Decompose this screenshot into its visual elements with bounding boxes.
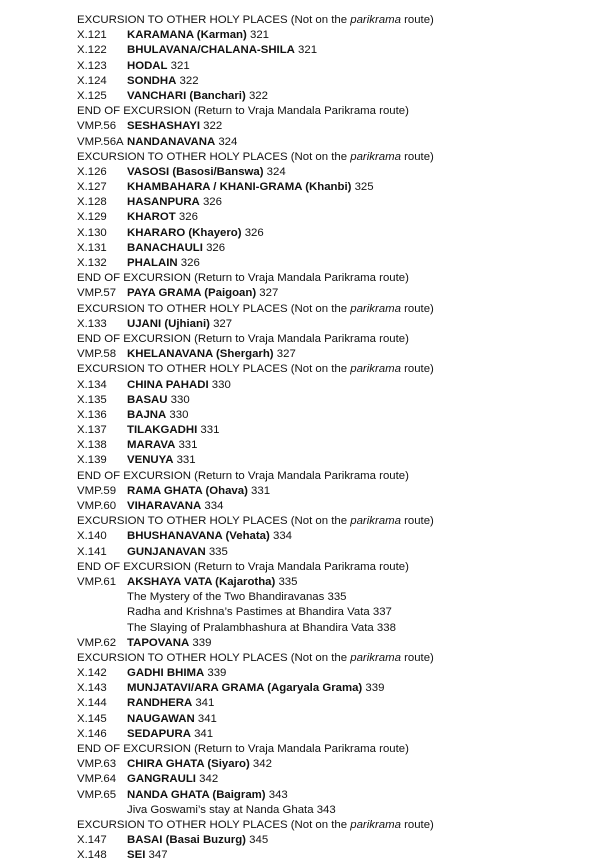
heading-post: route) xyxy=(400,818,434,831)
entry-code: VMP.56A xyxy=(77,135,124,148)
heading-text xyxy=(77,560,409,575)
toc-entry xyxy=(77,529,597,544)
heading-text xyxy=(77,469,409,484)
section-heading xyxy=(77,13,597,28)
toc-entry xyxy=(77,210,597,225)
entry-code: X.126 xyxy=(77,165,107,178)
heading-italic: parikrama xyxy=(350,14,401,26)
entry-page: 331 xyxy=(247,484,271,497)
entry-page: 345 xyxy=(245,834,269,847)
toc-entry xyxy=(77,180,597,195)
heading-pre: END OF EXCURSION (Return to Vraja Mandala Parikrama route) xyxy=(77,272,409,285)
toc-entry xyxy=(77,636,597,651)
entry-name: TILAKGADHI xyxy=(127,424,198,437)
entry-page: 347 xyxy=(145,849,168,862)
entry-page: 339 xyxy=(189,636,212,649)
entry-name: BASAU xyxy=(127,393,168,406)
entry-page: 330 xyxy=(166,408,189,421)
heading-pre: EXCURSION TO OTHER HOLY PLACES (Not on the xyxy=(77,14,351,26)
toc-entry xyxy=(77,772,597,787)
heading-text xyxy=(77,104,409,119)
entry-page: 322 xyxy=(200,120,223,133)
entry-name: AKSHAYA VATA (Kajarotha) xyxy=(127,575,276,588)
entry-name: UJANI (Ujhiani) xyxy=(127,317,210,330)
entry-text xyxy=(127,788,288,803)
section-heading xyxy=(77,742,597,757)
entry-page: 322 xyxy=(245,89,268,102)
entry-name: CHINA PAHADI xyxy=(127,378,209,391)
entry-text xyxy=(127,545,228,560)
heading-pre: END OF EXCURSION (Return to Vraja Mandala Parikrama route) xyxy=(77,743,409,755)
entry-text xyxy=(127,286,278,301)
entry-name: GANGRAULI xyxy=(127,773,196,786)
entry-text xyxy=(127,696,214,711)
entry-text xyxy=(127,241,225,256)
entry-page: 326 xyxy=(177,257,200,269)
heading-text xyxy=(77,362,434,377)
entry-page: 342 xyxy=(249,758,272,771)
heading-text xyxy=(77,302,434,317)
heading-pre: EXCURSION TO OTHER HOLY PLACES (Not on the xyxy=(77,818,351,831)
heading-post: route) xyxy=(400,651,434,664)
entry-page: 327 xyxy=(256,287,279,300)
entry-text xyxy=(127,165,286,180)
entry-text xyxy=(127,453,196,468)
entry-name: BAJNA xyxy=(127,408,167,421)
toc-entry xyxy=(77,195,597,210)
entry-text xyxy=(127,393,190,408)
entry-code: VMP.58 xyxy=(77,348,117,361)
entry-name: GUNJANAVAN xyxy=(127,545,206,558)
heading-italic: parikrama xyxy=(350,302,401,315)
entry-text xyxy=(127,712,217,727)
entry-code: VMP.63 xyxy=(77,758,117,771)
entry-name: KHELANAVANA (Shergarh) xyxy=(127,348,274,361)
entry-code: X.137 xyxy=(77,424,107,437)
heading-text xyxy=(77,818,434,833)
entry-page: 326 xyxy=(202,241,226,254)
entry-text xyxy=(127,681,384,696)
toc-entry xyxy=(77,545,597,560)
toc-entry xyxy=(77,165,597,180)
heading-pre: END OF EXCURSION (Return to Vraja Mandala Parikrama route) xyxy=(77,560,409,573)
section-heading xyxy=(77,332,597,347)
entry-page: 327 xyxy=(209,317,233,330)
entry-name: BHUSHANAVANA (Vehata) xyxy=(127,530,270,543)
toc-entry xyxy=(77,788,597,803)
entry-name: RANDHERA xyxy=(127,697,193,710)
entry-page: 330 xyxy=(208,378,231,391)
entry-page: 331 xyxy=(197,424,220,437)
entry-name: BHULAVANA/CHALANA-SHILA xyxy=(127,44,295,57)
entry-name: NAUGAWAN xyxy=(127,712,195,725)
section-heading xyxy=(77,469,597,484)
entry-text xyxy=(127,43,317,58)
entry-name: HASANPURA xyxy=(127,196,200,209)
entry-code: VMP.56 xyxy=(77,120,117,133)
entry-text xyxy=(127,484,270,499)
entry-name: KHAROT xyxy=(127,211,176,224)
heading-pre: EXCURSION TO OTHER HOLY PLACES (Not on the xyxy=(77,651,351,664)
toc-entry xyxy=(77,226,597,241)
entry-name: CHIRA GHATA (Siyaro) xyxy=(127,758,250,771)
heading-post: route) xyxy=(400,515,434,528)
entry-code: VMP.62 xyxy=(77,636,117,649)
toc-entry xyxy=(77,393,597,408)
toc-entry xyxy=(77,89,597,104)
entry-name: VASOSI (Basosi/Banswa) xyxy=(127,165,264,178)
heading-text xyxy=(77,742,409,757)
entry-text xyxy=(127,423,219,438)
entry-page: 341 xyxy=(192,697,215,710)
entry-code: X.130 xyxy=(77,226,107,239)
heading-text xyxy=(77,514,434,529)
heading-post: route) xyxy=(400,14,434,26)
entry-page: 326 xyxy=(199,196,222,209)
entry-text xyxy=(127,848,168,863)
entry-code: VMP.60 xyxy=(77,500,117,512)
heading-text xyxy=(77,651,434,666)
toc-entry xyxy=(77,833,597,848)
toc-entry xyxy=(77,666,597,681)
entry-name: MARAVA xyxy=(127,439,176,452)
entry-code: X.136 xyxy=(77,408,107,421)
entry-code: X.132 xyxy=(77,257,107,269)
toc-entry xyxy=(77,43,597,58)
entry-name: VIHARAVANA xyxy=(127,500,202,512)
entry-code: X.131 xyxy=(77,241,107,254)
entry-code: X.125 xyxy=(77,89,107,102)
entry-text xyxy=(127,210,198,225)
toc-entry xyxy=(77,438,597,453)
toc-entry xyxy=(77,408,597,423)
toc-entry xyxy=(77,453,597,468)
entry-text xyxy=(127,74,199,89)
section-heading xyxy=(77,150,597,165)
toc-entry xyxy=(77,119,597,134)
entry-page: 321 xyxy=(294,44,318,57)
entry-page: 325 xyxy=(351,181,374,194)
entry-page: 341 xyxy=(194,712,217,725)
entry-name: KHARARO (Khayero) xyxy=(127,226,242,239)
entry-page: 324 xyxy=(215,135,238,148)
entry-page: 326 xyxy=(175,211,198,224)
toc-entry xyxy=(77,28,597,43)
entry-code: X.140 xyxy=(77,530,107,543)
entry-text xyxy=(127,666,226,681)
entry-code: VMP.64 xyxy=(77,773,117,786)
heading-pre: EXCURSION TO OTHER HOLY PLACES (Not on the xyxy=(77,363,351,376)
entry-page: 321 xyxy=(167,59,190,72)
toc-entry xyxy=(77,347,597,362)
heading-italic: parikrama xyxy=(350,651,401,664)
entry-code: X.135 xyxy=(77,393,107,406)
toc-entry xyxy=(77,712,597,727)
toc-subentry xyxy=(77,803,597,818)
toc-entry xyxy=(77,696,597,711)
heading-italic: parikrama xyxy=(350,150,401,163)
entry-page: 335 xyxy=(205,545,228,558)
entry-code: X.148 xyxy=(77,849,107,862)
entry-page: 330 xyxy=(167,393,190,406)
entry-code: VMP.65 xyxy=(77,788,117,801)
section-heading xyxy=(77,271,597,286)
section-heading xyxy=(77,651,597,666)
heading-pre: END OF EXCURSION (Return to Vraja Mandala Parikrama route) xyxy=(77,105,409,118)
entry-text xyxy=(127,727,213,742)
subentry-text: The Mystery of the Two Bhandiravanas 335 xyxy=(127,591,347,604)
toc-subentry xyxy=(77,621,597,636)
entry-code: X.122 xyxy=(77,44,107,57)
entry-code: X.134 xyxy=(77,378,107,391)
entry-page: 341 xyxy=(190,727,214,740)
heading-italic: parikrama xyxy=(350,363,401,376)
entry-name: SESHASHAYI xyxy=(127,120,201,133)
heading-pre: END OF EXCURSION (Return to Vraja Mandala Parikrama route) xyxy=(77,469,409,482)
toc-entry xyxy=(77,286,597,301)
entry-text xyxy=(127,317,232,332)
entry-code: VMP.61 xyxy=(77,575,117,588)
section-heading xyxy=(77,104,597,119)
entry-name: TAPOVANA xyxy=(127,636,190,649)
entry-page: 331 xyxy=(175,439,198,452)
entry-text xyxy=(127,89,268,104)
entry-code: X.127 xyxy=(77,181,107,194)
subentry-text: The Slaying of Pralambhashura at Bhandira Vata 338 xyxy=(127,621,396,634)
toc-entry xyxy=(77,59,597,74)
entry-name: MUNJATAVI/ARA GRAMA (Agaryala Grama) xyxy=(127,682,363,695)
entry-page: 326 xyxy=(241,226,264,239)
heading-pre: EXCURSION TO OTHER HOLY PLACES (Not on the xyxy=(77,150,351,163)
toc-entry xyxy=(77,423,597,438)
entry-code: X.139 xyxy=(77,454,107,467)
entry-text xyxy=(127,195,222,210)
toc-entry xyxy=(77,727,597,742)
entry-code: X.146 xyxy=(77,727,107,740)
heading-text xyxy=(77,332,409,347)
entry-code: X.124 xyxy=(77,74,107,87)
entry-page: 334 xyxy=(201,500,224,512)
entry-text xyxy=(127,256,200,271)
entry-name: VANCHARI (Banchari) xyxy=(127,89,246,102)
entry-page: 327 xyxy=(273,348,296,361)
heading-pre: EXCURSION TO OTHER HOLY PLACES (Not on the xyxy=(77,302,351,315)
entry-name: NANDA GHATA (Baigram) xyxy=(127,788,266,801)
entry-text xyxy=(127,408,188,423)
entry-code: X.128 xyxy=(77,196,107,209)
entry-name: PAYA GRAMA (Paigoan) xyxy=(127,287,257,300)
entry-code: X.123 xyxy=(77,59,107,72)
entry-page: 342 xyxy=(195,773,219,786)
entry-code: X.138 xyxy=(77,439,107,452)
entry-name: GADHI BHIMA xyxy=(127,667,205,680)
entry-code: X.147 xyxy=(77,834,107,847)
entry-name: HODAL xyxy=(127,59,168,72)
heading-italic: parikrama xyxy=(350,515,401,528)
entry-text xyxy=(127,529,292,544)
entry-text xyxy=(127,226,264,241)
entry-page: 331 xyxy=(173,454,196,467)
heading-pre: END OF EXCURSION (Return to Vraja Mandala Parikrama route) xyxy=(77,332,409,345)
section-heading xyxy=(77,302,597,317)
entry-text xyxy=(127,636,211,651)
section-heading xyxy=(77,514,597,529)
entry-code: X.129 xyxy=(77,211,107,224)
entry-page: 343 xyxy=(265,788,288,801)
heading-text xyxy=(77,150,434,165)
entry-page: 321 xyxy=(246,29,269,42)
section-heading xyxy=(77,362,597,377)
entry-text xyxy=(127,378,231,393)
entry-text xyxy=(127,438,197,453)
toc-entry xyxy=(77,256,597,271)
entry-name: BASAI (Basai Buzurg) xyxy=(127,834,246,847)
heading-italic: parikrama xyxy=(350,818,401,831)
entry-page: 335 xyxy=(275,575,298,588)
entry-page: 322 xyxy=(176,74,199,87)
heading-post: route) xyxy=(400,363,434,376)
toc-entry xyxy=(77,241,597,256)
entry-name: RAMA GHATA (Ohava) xyxy=(127,484,248,497)
section-heading xyxy=(77,560,597,575)
entry-text xyxy=(127,59,190,74)
entry-page: 334 xyxy=(269,530,292,543)
toc-subentry xyxy=(77,605,597,620)
toc-entry xyxy=(77,499,597,514)
entry-name: KARAMANA (Karman) xyxy=(127,29,247,42)
entry-name: SEI xyxy=(127,849,146,862)
entry-page: 339 xyxy=(204,667,227,680)
entry-text xyxy=(127,180,374,195)
entry-name: SEDAPURA xyxy=(127,727,191,740)
toc-entry xyxy=(77,575,597,590)
heading-text xyxy=(77,271,409,286)
entry-text xyxy=(127,499,223,514)
entry-name: SONDHA xyxy=(127,74,177,87)
entry-code: X.133 xyxy=(77,317,107,330)
entry-name: KHAMBAHARA / KHANI-GRAMA (Khanbi) xyxy=(127,181,352,194)
subentry-text: Jiva Goswami’s stay at Nanda Ghata 343 xyxy=(127,803,336,816)
entry-text xyxy=(127,772,218,787)
toc-entry xyxy=(77,378,597,393)
toc-list xyxy=(77,13,597,864)
entry-page: 339 xyxy=(362,682,385,695)
heading-pre: EXCURSION TO OTHER HOLY PLACES (Not on the xyxy=(77,515,351,528)
toc-entry xyxy=(77,484,597,499)
toc-entry xyxy=(77,317,597,332)
entry-text xyxy=(127,757,272,772)
toc-entry xyxy=(77,681,597,696)
toc-entry xyxy=(77,74,597,89)
entry-code: X.121 xyxy=(77,29,107,42)
section-heading xyxy=(77,818,597,833)
entry-page: 324 xyxy=(263,165,286,178)
toc-entry xyxy=(77,135,597,150)
heading-text xyxy=(77,13,434,28)
entry-code: VMP.57 xyxy=(77,287,117,300)
entry-code: X.145 xyxy=(77,712,107,725)
entry-text xyxy=(127,347,296,362)
entry-text xyxy=(127,135,237,150)
entry-text xyxy=(127,28,269,43)
entry-code: X.143 xyxy=(77,682,107,695)
entry-code: X.141 xyxy=(77,545,107,558)
entry-name: NANDANAVANA xyxy=(127,135,216,148)
entry-code: X.144 xyxy=(77,697,107,710)
toc-subentry xyxy=(77,590,597,605)
entry-name: PHALAIN xyxy=(127,257,178,269)
entry-code: VMP.59 xyxy=(77,484,117,497)
entry-text xyxy=(127,119,222,134)
toc-entry xyxy=(77,848,597,863)
toc-entry xyxy=(77,757,597,772)
entry-name: BANACHAULI xyxy=(127,241,203,254)
entry-text xyxy=(127,833,268,848)
heading-post: route) xyxy=(400,150,434,163)
subentry-text: Radha and Krishna’s Pastimes at Bhandira Vata 337 xyxy=(127,606,392,619)
entry-text xyxy=(127,575,297,590)
heading-post: route) xyxy=(400,302,434,315)
entry-code: X.142 xyxy=(77,667,107,680)
entry-name: VENUYA xyxy=(127,454,174,467)
